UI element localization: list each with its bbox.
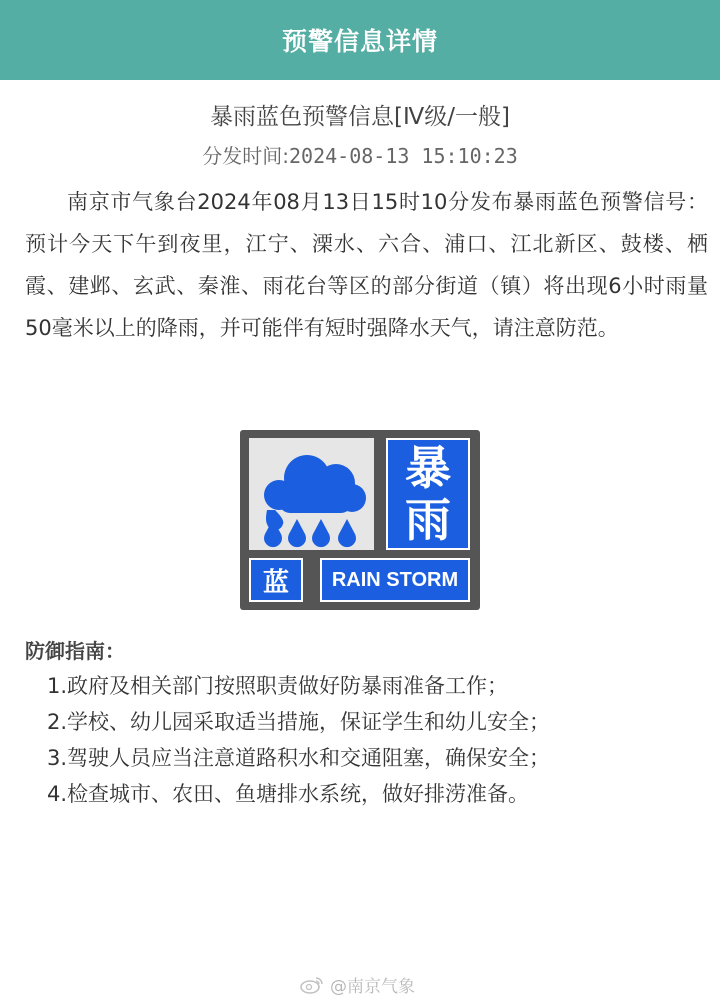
guide-heading: 防御指南：: [25, 639, 125, 663]
rainstorm-blue-signal-icon: [240, 430, 480, 610]
warning-title: 暴雨蓝色预警信息[Ⅳ级/一般]: [210, 104, 510, 130]
blue-level-label: 蓝: [249, 558, 303, 602]
warning-body: 南京市气象台2024年08月13日15时10分发布暴雨蓝色预警信号：预计今天下午到夜里，江宁、溧水、六合、浦口、江北新区、鼓楼、栖霞、建邺、玄武、秦淮、雨花台等区的部分街道（镇）将出现6小时雨量50毫米以上的降雨，并可能伴有短时强降水天气，请注意防范。: [25, 190, 708, 340]
rainstorm-char-2: 雨: [405, 493, 451, 547]
weibo-watermark: [300, 972, 415, 997]
guide-item: 3.驾驶人员应当注意道路积水和交通阻塞，确保安全；: [47, 746, 551, 770]
rain-storm-english-label: RAIN STORM: [320, 558, 470, 602]
header-bar: [0, 0, 720, 80]
guide-item: 2.学校、幼儿园采取适当措施，保证学生和幼儿安全；: [47, 710, 551, 734]
guide-list: [25, 668, 710, 812]
rain-cloud-icon: [249, 438, 374, 550]
rainstorm-char-1: 暴: [405, 441, 451, 495]
issue-time-value: 2024-08-13 15:10:23: [288, 144, 518, 168]
issue-time-label: 分发时间:: [202, 144, 289, 168]
issue-time: [0, 141, 720, 171]
rainstorm-label: [386, 438, 470, 550]
page-title: 预警信息详情: [281, 27, 438, 56]
guide-item: 1.政府及相关部门按照职责做好防暴雨准备工作；: [47, 674, 509, 698]
weibo-logo-icon: [300, 975, 324, 995]
defense-guide: [25, 634, 710, 812]
guide-item: 4.检查城市、农田、鱼塘排水系统，做好排涝准备。: [47, 782, 530, 806]
watermark-text: @南京气象: [330, 977, 415, 997]
